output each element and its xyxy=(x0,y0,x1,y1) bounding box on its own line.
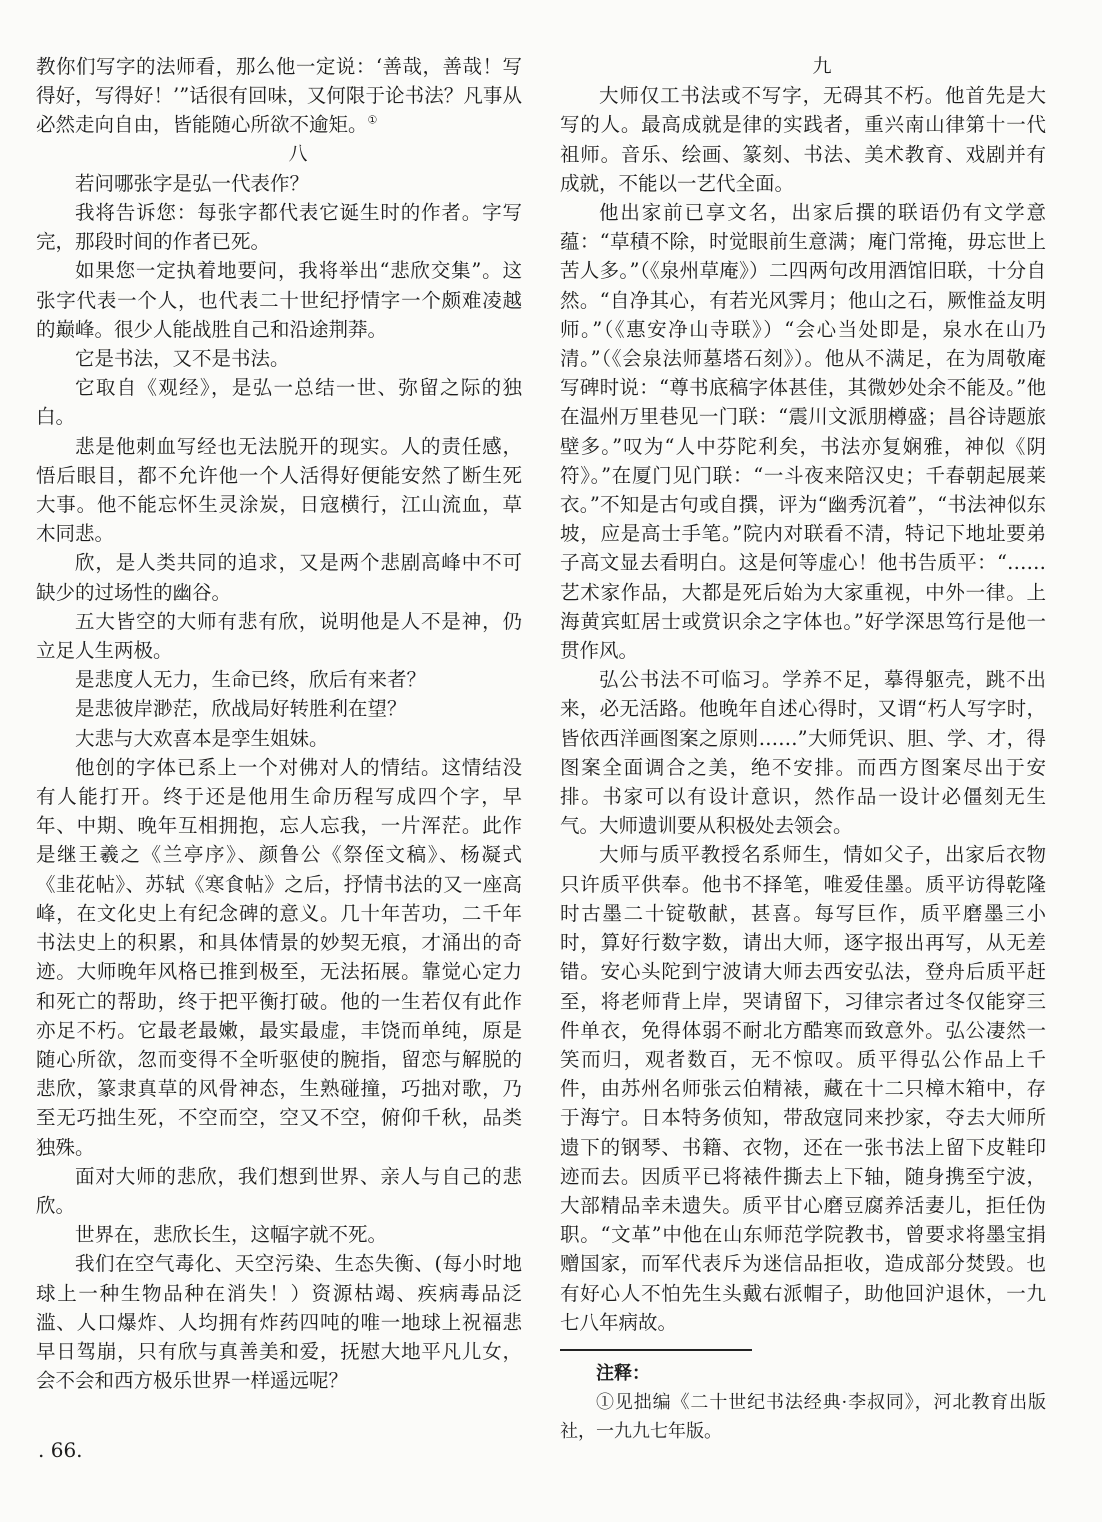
section-heading-nine: 九 xyxy=(812,55,832,77)
paragraph: 大师仅工书法或不写字，无碍其不朽。他首先是大写的人。最高成就是律的实践者，重兴南山律第十一代祖师。音乐、绘画、篆刻、书法、美术教育、戏剧并有成就，不能以一艺代全面。 xyxy=(560,84,1046,195)
paragraph: 面对大师的悲欣，我们想到世界、亲人与自己的悲欣。 xyxy=(36,1164,522,1217)
page-number: . 66. xyxy=(38,1438,83,1462)
continuation-text: 教你们写字的法师看，那么他一定说：‘善哉，善哉！写得好，写得好！’”话很有回味，又何限于论书法？凡事从必然走向自由，皆能随心所欲不逾矩。 xyxy=(36,55,522,137)
paragraph: 它是书法，又不是书法。 xyxy=(75,347,290,371)
paragraph: 是悲彼岸渺茫，欣战局好转胜利在望？ xyxy=(75,697,407,721)
continuation-paragraph xyxy=(36,52,522,140)
paragraph: 大师与质平教授名系师生，情如父子，出家后衣物只许质平供奉。他书不择笔，唯爱佳墨。质平访得乾隆时古墨二十锭敬献，甚喜。每写巨作，质平磨墨三小时，算好行数字数，请出大师，逐字报出再写，从无差错。安心头陀到宁波请大师去西安弘法，登舟后质平赶至，将老师背上岸，哭请留下，习律宗者过冬仅能穿三件单衣，免得体弱不耐北方酷寒而致意外。弘公凄然一笑而归，观者数百，无不惊叹。质平得弘公作品上千件，由苏州名师张云伯精裱，藏在十二只樟木箱中，存于海宁。日本特务侦知，带敌寇同来抄家，夺去大师所遗下的钢琴、书籍、衣物，还在一张书法上留下皮鞋印迹而去。因质平已将裱件撕去上下轴，随身携至宁波，大部精品幸未遗失。质平甘心磨豆腐养活妻儿，拒任伪职。“文革”中他在山东师范学院教书，曾要求将墨宝捐赠国家，而军代表斥为迷信品拒收，造成部分焚毁。也有好心人不怕先生头戴右派帽子，助他回沪退休，一九七八年病故。 xyxy=(560,843,1046,1334)
section-heading-eight: 八 xyxy=(288,142,308,165)
notes-label: 注释： xyxy=(596,1362,650,1384)
paragraph: 大悲与大欢喜本是孪生姐妹。 xyxy=(75,726,329,750)
paragraph: 它取自《观经》，是弘一总结一世、弥留之际的独白。 xyxy=(36,376,522,429)
paragraph: 五大皆空的大师有悲有欣，说明他是人不是神，仍立足人生两极。 xyxy=(36,609,522,663)
footnote: ①见拙编《二十世纪书法经典·李叔同》，河北教育出版社，一九九七年版。 xyxy=(560,1392,1046,1443)
paragraph: 世界在，悲欣长生，这幅字就不死。 xyxy=(75,1223,388,1247)
paragraph: 若问哪张字是弘一代表作？ xyxy=(75,171,310,195)
paragraph: 欣，是人类共同的追求，又是两个悲剧高峰中不可缺少的过场性的幽谷。 xyxy=(36,551,522,604)
paragraph: 他出家前已享文名，出家后撰的联语仍有文学意蕴：“草積不除，时觉眼前生意满；庵门常掩，毋忘世上苦人多。”（《泉州草庵》）二四两句改用酒馆旧联，十分自然。“自净其心，有若光风霁月；他山之石，厥惟益友明师。”（《惠安净山寺联》）“会心当处即是，泉水在山乃清。”（《会泉法师墓塔石刻》）。他从不满足，在为周敬庵写碑时说：“尊书底稿字体甚佳，其微妙处余不能及。”他在温州万里巷见一门联：“震川文派朋樽盛；昌谷诗题旅壁多。”叹为“人中芬陀利矣，书法亦复娴雅，神似《阴符》。”在厦门见门联：“一斗夜来陪汉史；千春朝起展莱衣。”不知是古句或自撰，评为“幽秀沉着”，“书法神似东坡，应是高士手笔。”院内对联看不清，特记下地址要弟子高文显去看明白。这是何等虚心！他书告质平：“……艺术家作品，大都是死后始为大家重视，中外一律。上海黄宾虹居士或赏识余之字体也。”好学深思笃行是他一贯作风。 xyxy=(560,201,1046,663)
paragraph: 我们在空气毒化、天空污染、生态失衡、(每小时地球上一种生物品种在消失！）资源枯竭、疾病毒品泛滥、人口爆炸、人均拥有炸药四吨的唯一地球上祝福悲早日驾崩，只有欣与真善美和爱，抚慰大地平凡儿女，会不会和西方极乐世界一样遥远呢？ xyxy=(36,1252,522,1393)
paragraph: 弘公书法不可临习。学养不足，摹得躯壳，跳不出来，必无活路。他晚年自述心得时，又谓“朽人写字时，皆依西洋画图案之原则……”大师凭识、胆、学、才，得图案全面调合之美，绝不安排。而西方图案尽出于安排。书家可以有设计意识，然作品一设计必僵刻无生气。大师遗训要从积极处去领会。 xyxy=(560,668,1046,838)
paragraph: 是悲度人无力，生命已终，欣后有来者？ xyxy=(75,668,427,692)
paragraph: 我将告诉您：每张字都代表它诞生时的作者。字写完，那段时间的作者已死。 xyxy=(36,201,522,254)
paragraph: 如果您一定执着地要问，我将举出“悲欣交集”。这张字代表一个人，也代表二十世纪抒情字一个颇难凌越的巅峰。很少人能战胜自己和沿途荆莽。 xyxy=(36,259,522,341)
paragraph: 悲是他刺血写经也无法脱开的现实。人的责任感，悟后眼目，都不允许他一个人活得好便能安然了断生死大事。他不能忘怀生灵涂炭，日寇横行，江山流血，草木同悲。 xyxy=(36,434,522,546)
paragraph: 他创的字体已系上一个对佛对人的情结。这情结没有人能打开。终于还是他用生命历程写成四个字，早年、中期、晚年互相拥抱，忘人忘我，一片浑茫。此作是继王羲之《兰亭序》、颜鲁公《祭侄文稿》、杨凝式《韭花帖》、苏轼《寒食帖》之后，抒情书法的又一座高峰，在文化史上有纪念碑的意义。几十年苦功，二千年书法史上的积累，和具体情景的妙契无痕，才涌出的奇迹。大师晚年风格已推到极至，无法拓展。靠觉心定力和死亡的帮助，终于把平衡打破。他的一生若仅有此作亦足不朽。它最老最嫩，最实最虚，丰饶而单纯，原是随心所欲，忽而变得不全听驱使的腕指，留恋与解脱的悲欣，篆隶真草的风骨神态，生熟碰撞，巧拙对歌，乃至无巧拙生死，不空而空，空又不空，俯仰千秋，品类独殊。 xyxy=(36,755,522,1159)
right-column xyxy=(560,52,1046,1446)
notes-divider xyxy=(560,1349,752,1351)
left-column xyxy=(36,52,522,1395)
footnote-reference: ① xyxy=(367,113,378,127)
